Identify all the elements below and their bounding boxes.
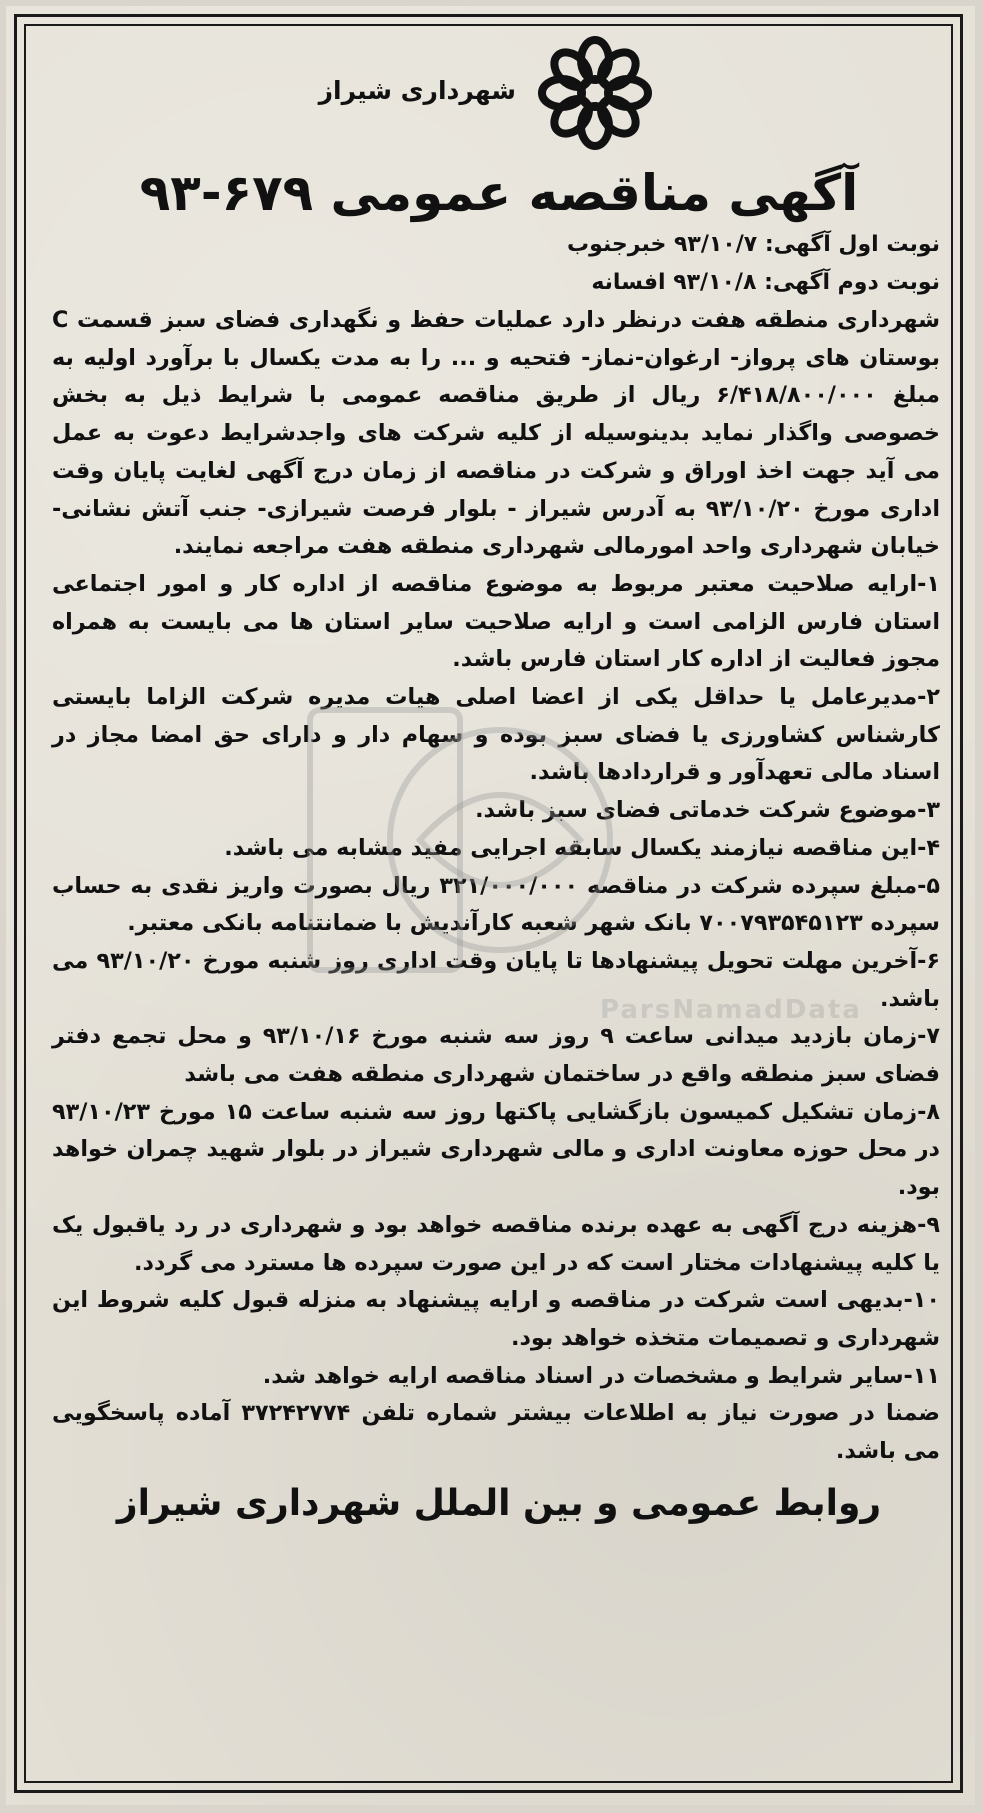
- footer-signature: روابط عمومی و بین الملل شهرداری شیراز: [116, 1482, 882, 1524]
- shiraz-municipality-logo-icon: [532, 30, 658, 156]
- header: [52, 30, 946, 160]
- org-name: شهرداری شیراز: [318, 76, 516, 105]
- condition-item: ۱-ارایه صلاحیت معتبر مربوط به موضوع مناقصه از اداره کار و امور اجتماعی استان فارس الزامی است و ارایه صلاحیت سایر استان ها می بایست به همراه مجوز فعالیت از اداره کار استان فارس باشد.: [52, 570, 940, 673]
- condition-item: ۳-موضوع شرکت خدماتی فضای سبز باشد.: [475, 797, 940, 824]
- condition-item: ۴-این مناقصه نیازمند یکسال سابقه اجرایی مفید مشابه می باشد.: [224, 834, 940, 861]
- advertisement-body: [52, 30, 946, 1524]
- page-title: آگهی مناقصه عمومی ۶۷۹-۹۳: [139, 164, 859, 222]
- watermark-text: ParsNamadData: [600, 995, 862, 1025]
- condition-item: ۷-زمان بازدید میدانی ساعت ۹ روز سه شنبه مورخ ۹۳/۱۰/۱۶ و محل تجمع دفتر فضای سبز منطقه واقع در ساختمان شهرداری منطقه هفت می باشد: [52, 1023, 940, 1088]
- condition-item: ۵-مبلغ سپرده شرکت در مناقصه ۳۲۱/۰۰۰/۰۰۰ ریال بصورت واریز نقدی به حساب سپرده ۷۰۰۷۹۳۵۴۵۱۲۳ بانک شهر شعبه کارآندیش با ضمانتنامه بانکی معتبر.: [52, 872, 941, 937]
- intro-paragraph: شهرداری منطقه هفت درنظر دارد عملیات حفظ و نگهداری فضای سبز قسمت C بوستان های پرواز- ارغوان-نماز- فتحیه و ... را به مدت یکسال با برآورد اولیه به مبلغ ۶/۴۱۸/۸۰۰/۰۰۰ ریال از طریق مناقصه عمومی با شرایط ذیل به بخش خصوصی واگذار نماید بدینوسیله از کلیه شرکت های واجدشرایط دعوت به عمل می آید جهت اخذ اوراق و شرکت در مناقصه از زمان درج آگهی لغایت پایان وقت اداری مورخ ۹۳/۱۰/۲۰ به آدرس شیراز - بلوار فرصت شیرازی- جنب آتش نشانی-خیابان شهرداری واحد امورمالی شهرداری منطقه هفت مراجعه نمایند.: [52, 307, 940, 560]
- condition-item: ۹-هزینه درج آگهی به عهده برنده مناقصه خواهد بود و شهرداری در رد یاقبول یک یا کلیه پیشنهادات مختار است که در این صورت سپرده ها مسترد می گردد.: [52, 1211, 940, 1276]
- condition-item: ۲-مدیرعامل یا حداقل یکی از اعضا اصلی هیات مدیره شرکت الزاما بایستی کارشناس کشاورزی یا فضای سبز بوده و سهام دار و دارای حق امضا مجاز در اسناد مالی تعهدآور و قراردادها باشد.: [52, 684, 940, 786]
- condition-item: ۸-زمان تشکیل کمیسون بازگشایی پاکتها روز سه شنبه ساعت ۱۵ مورخ ۹۳/۱۰/۲۳ در محل حوزه معاونت اداری و مالی شهرداری شیراز در بلوار شهید چمران خواهد بود.: [52, 1098, 940, 1201]
- second-notice: نوبت دوم آگهی: ۹۳/۱۰/۸ افسانه: [591, 270, 940, 295]
- condition-item: ۶-آخرین مهلت تحویل پیشنهادها تا پایان وقت اداری روز شنبه مورخ ۹۳/۱۰/۲۰ می باشد.: [52, 947, 940, 1012]
- condition-item: ۱۱-سایر شرایط و مشخصات در اسناد مناقصه ارایه خواهد شد.: [262, 1362, 940, 1389]
- closing-note: ضمنا در صورت نیاز به اطلاعات بیشتر شماره تلفن ۳۷۲۴۲۷۷۴ آماده پاسخگویی می باشد.: [52, 1400, 940, 1465]
- condition-item: ۱۰-بدیهی است شرکت در مناقصه و ارایه پیشنهاد به منزله قبول کلیه شروط این شهرداری و تصمیمات متخذه خواهد بود.: [52, 1287, 940, 1351]
- first-notice: نوبت اول آگهی: ۹۳/۱۰/۷ خبرجنوب: [567, 232, 940, 257]
